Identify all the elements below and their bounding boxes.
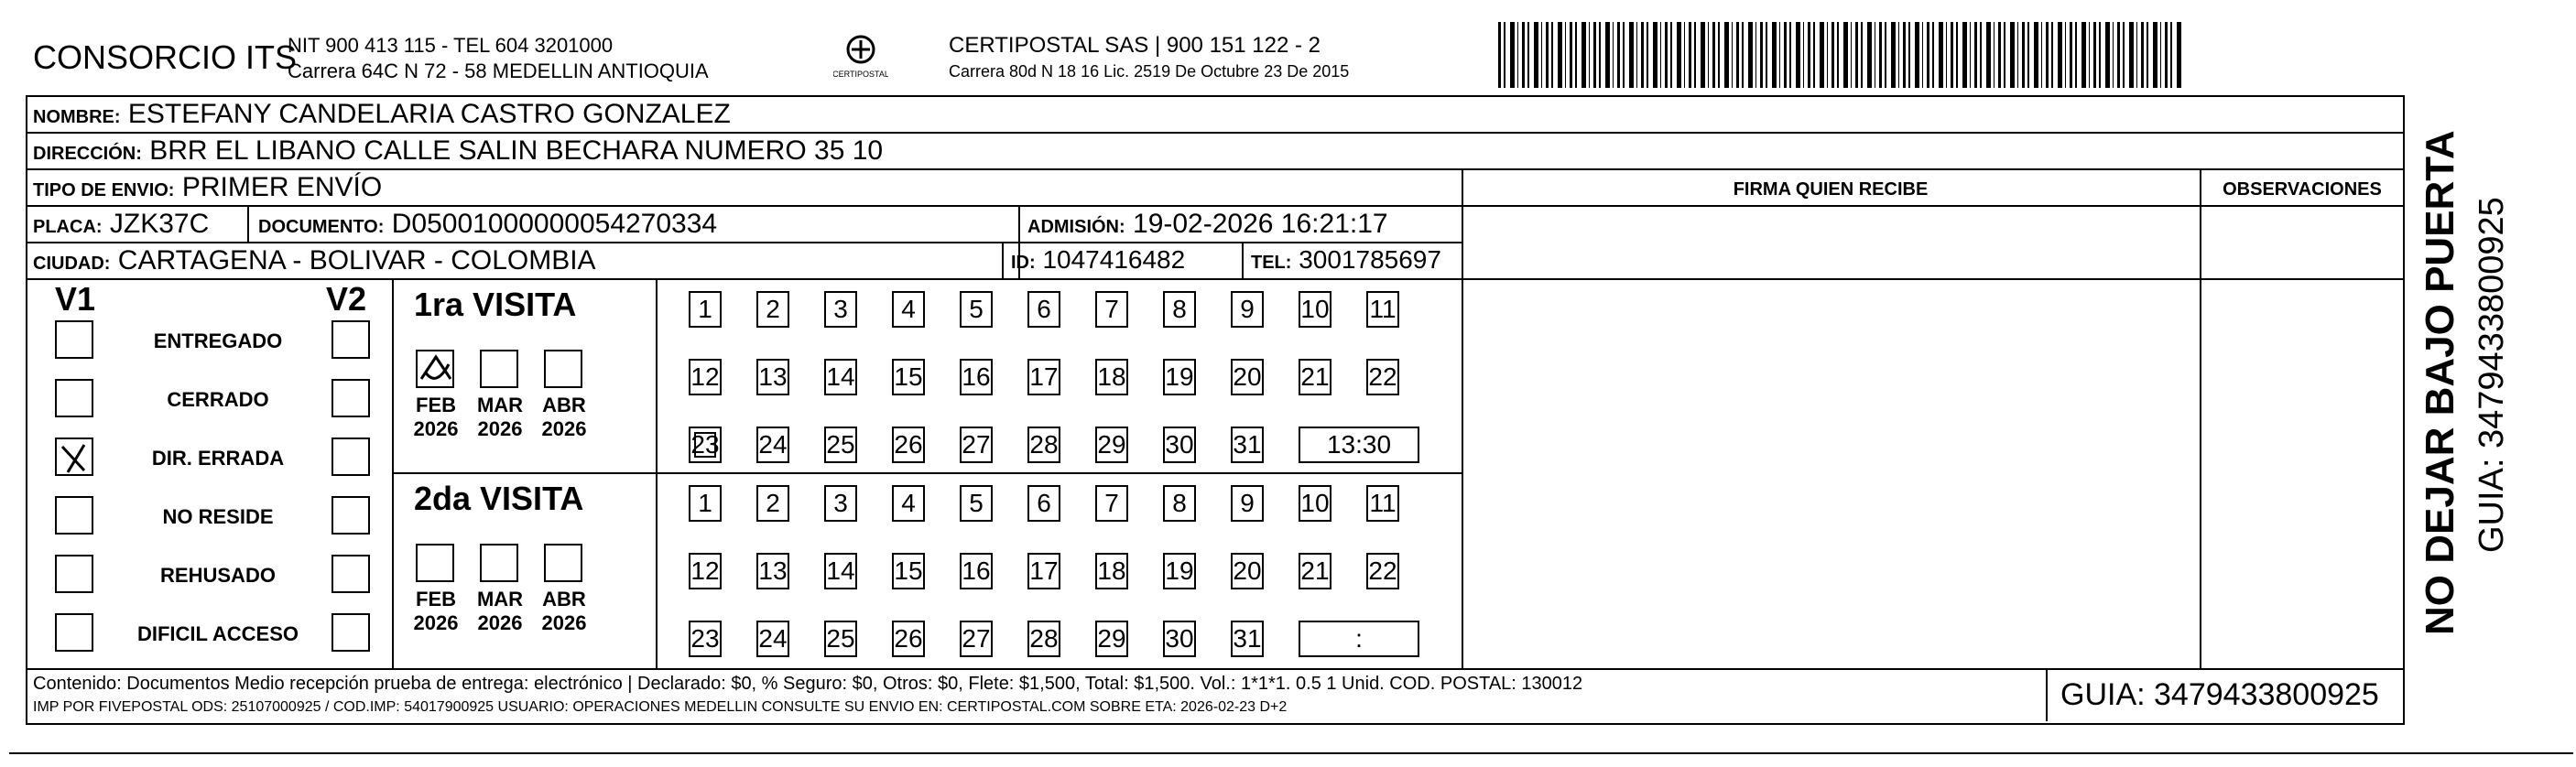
firma-header: FIRMA QUIEN RECIBE xyxy=(1733,179,1929,200)
day-box[interactable]: 7 xyxy=(1095,485,1128,522)
month-name: FEB xyxy=(416,588,456,610)
month-label xyxy=(410,394,462,441)
status-option-label: REHUSADO xyxy=(160,564,276,587)
day-box[interactable]: 13 xyxy=(756,553,789,589)
time-box[interactable]: 13:30 xyxy=(1299,427,1419,463)
day-box[interactable]: 13 xyxy=(756,359,789,395)
side-guia: GUIA: 3479433800925 xyxy=(2473,197,2511,553)
carrier-info xyxy=(949,33,1349,84)
day-box[interactable]: 16 xyxy=(960,553,993,589)
recipient-name: ESTEFANY CANDELARIA CASTRO GONZALEZ xyxy=(127,99,731,129)
day-box[interactable]: 27 xyxy=(960,621,993,657)
day-box[interactable]: 11 xyxy=(1366,485,1399,522)
tel-row: TEL: 3001785697 xyxy=(1251,245,1441,274)
day-box[interactable]: 1 xyxy=(689,291,722,328)
day-box[interactable]: 10 xyxy=(1299,291,1331,328)
logo-text: CERTIPOSTAL xyxy=(833,70,888,79)
time-box[interactable]: : xyxy=(1299,621,1419,657)
observaciones-header: OBSERVACIONES xyxy=(2223,179,2382,200)
contenido-text: Contenido: Documentos Medio recepción prueba de entrega: electrónico | Declarado: $0, % Seguro: $0, Otros: $0, Flete: $1,500, Total: $1,500. Vol.: 1*1*1. 0.5 1 Unid. COD. POSTAL: 130012 xyxy=(33,674,1583,694)
day-box[interactable]: 19 xyxy=(1163,359,1196,395)
day-box[interactable]: 24 xyxy=(756,621,789,657)
month-year: 2026 xyxy=(541,611,587,634)
day-box[interactable]: 14 xyxy=(824,359,857,395)
visit-title: 2da VISITA xyxy=(414,480,584,517)
month-name: ABR xyxy=(542,394,586,416)
day-box[interactable]: 6 xyxy=(1027,291,1060,328)
v2-checkbox[interactable] xyxy=(332,320,370,359)
status-option-label: CERRADO xyxy=(167,388,269,411)
status-option-label: NO RESIDE xyxy=(162,505,274,528)
month-checkbox[interactable] xyxy=(416,544,454,582)
no-dejar-warning: NO DEJAR BAJO PUERTA xyxy=(2418,130,2462,635)
day-box[interactable]: 25 xyxy=(824,621,857,657)
day-box[interactable]: 18 xyxy=(1095,553,1128,589)
month-label xyxy=(474,588,526,635)
v1-checkbox[interactable] xyxy=(55,496,93,535)
v1-checkbox[interactable] xyxy=(55,320,93,359)
carrier-name: CERTIPOSTAL SAS | 900 151 122 - 2 xyxy=(949,33,1321,58)
day-box[interactable]: 30 xyxy=(1163,427,1196,463)
day-box[interactable]: 11 xyxy=(1366,291,1399,328)
day-box[interactable]: 5 xyxy=(960,291,993,328)
day-box[interactable]: 23 xyxy=(689,427,722,463)
document-number: D05001000000054270334 xyxy=(391,209,718,239)
day-box[interactable]: 25 xyxy=(824,427,857,463)
month-year: 2026 xyxy=(541,417,587,440)
month-checkbox[interactable] xyxy=(544,544,582,582)
v1-checkbox[interactable] xyxy=(55,379,93,417)
day-box[interactable]: 28 xyxy=(1027,621,1060,657)
check-mark-icon xyxy=(57,439,93,476)
day-box[interactable]: 30 xyxy=(1163,621,1196,657)
v1-label: V1 xyxy=(55,280,96,318)
visit-title: 1ra VISITA xyxy=(414,286,577,323)
carrier-address: Carrera 80d N 18 16 Lic. 2519 De Octubre 23 De 2015 xyxy=(949,62,1350,81)
phone: 3001785697 xyxy=(1299,245,1441,274)
day-box[interactable]: 8 xyxy=(1163,485,1196,522)
month-year: 2026 xyxy=(413,417,459,440)
direccion-row: DIRECCIÓN: BRR EL LIBANO CALLE SALIN BECHARA NUMERO 35 10 xyxy=(33,135,884,166)
day-box[interactable]: 26 xyxy=(892,621,925,657)
v1-checkbox[interactable] xyxy=(55,438,93,476)
day-box[interactable]: 4 xyxy=(892,485,925,522)
v2-checkbox[interactable] xyxy=(332,438,370,476)
footer-guia: GUIA: 3479433800925 xyxy=(2060,677,2379,712)
barcode xyxy=(1498,22,2183,88)
day-box[interactable]: 31 xyxy=(1231,621,1264,657)
day-box[interactable]: 1 xyxy=(689,485,722,522)
month-name: FEB xyxy=(416,394,456,416)
day-box[interactable]: 18 xyxy=(1095,359,1128,395)
day-box[interactable]: 31 xyxy=(1231,427,1264,463)
day-box[interactable]: 15 xyxy=(892,553,925,589)
month-name: MAR xyxy=(476,588,524,610)
day-box[interactable]: 9 xyxy=(1231,291,1264,328)
admission-date: 19-02-2026 16:21:17 xyxy=(1133,209,1388,239)
month-checkbox[interactable] xyxy=(480,544,518,582)
company-address: Carrera 64C N 72 - 58 MEDELLIN ANTIOQUIA xyxy=(288,59,709,82)
day-box[interactable]: 14 xyxy=(824,553,857,589)
month-label xyxy=(474,394,526,441)
day-box[interactable]: 22 xyxy=(1366,359,1399,395)
day-box[interactable]: 2 xyxy=(756,291,789,328)
month-checkbox[interactable] xyxy=(480,350,518,388)
plate: JZK37C xyxy=(109,209,210,239)
month-label xyxy=(538,394,590,441)
day-box[interactable]: 19 xyxy=(1163,553,1196,589)
day-box[interactable]: 3 xyxy=(824,291,857,328)
month-checkbox[interactable] xyxy=(416,350,454,388)
v1-checkbox[interactable] xyxy=(55,555,93,593)
company-nit: NIT 900 413 115 - TEL 604 3201000 xyxy=(288,34,614,57)
v1-checkbox[interactable] xyxy=(55,613,93,652)
company-info xyxy=(288,33,709,84)
v2-checkbox[interactable] xyxy=(332,496,370,535)
day-box[interactable]: 7 xyxy=(1095,291,1128,328)
nombre-row: NOMBRE: ESTEFANY CANDELARIA CASTRO GONZALEZ xyxy=(33,99,731,129)
day-box[interactable]: 15 xyxy=(892,359,925,395)
day-box[interactable]: 2 xyxy=(756,485,789,522)
day-box[interactable]: 12 xyxy=(689,553,722,589)
documento-row: DOCUMENTO: D05001000000054270334 xyxy=(258,209,718,239)
day-box[interactable]: 21 xyxy=(1299,359,1331,395)
imp-text: IMP POR FIVEPOSTAL ODS: 25107000925 / COD.IMP: 54017900925 USUARIO: OPERACIONES MEDELLIN CONSULTE SU ENVIO EN: CERTIPOSTAL.COM SOBRE ETA: 2026-02-23 D+2 xyxy=(33,699,1288,715)
id-number: 1047416482 xyxy=(1042,245,1186,274)
status-option-label: DIR. ERRADA xyxy=(151,447,285,470)
month-label xyxy=(538,588,590,635)
scribble-mark-icon xyxy=(418,351,454,388)
month-name: ABR xyxy=(542,588,586,610)
day-box[interactable]: 21 xyxy=(1299,553,1331,589)
day-box[interactable]: 5 xyxy=(960,485,993,522)
day-box[interactable]: 16 xyxy=(960,359,993,395)
day-box[interactable]: 10 xyxy=(1299,485,1331,522)
admision-row: ADMISIÓN: 19-02-2026 16:21:17 xyxy=(1027,209,1388,239)
company-name: CONSORCIO ITS xyxy=(33,38,298,76)
day-box[interactable]: 28 xyxy=(1027,427,1060,463)
v2-label: V2 xyxy=(326,280,367,318)
v2-checkbox[interactable] xyxy=(332,555,370,593)
day-box[interactable]: 12 xyxy=(689,359,722,395)
city: CARTAGENA - BOLIVAR - COLOMBIA xyxy=(117,245,596,275)
placa-row: PLACA: JZK37C xyxy=(33,209,210,239)
month-checkbox[interactable] xyxy=(544,350,582,388)
tipo-envio-row: TIPO DE ENVIO: PRIMER ENVÍO xyxy=(33,172,383,202)
day-box[interactable]: 20 xyxy=(1231,553,1264,589)
day-box[interactable]: 26 xyxy=(892,427,925,463)
day-box[interactable]: 3 xyxy=(824,485,857,522)
day-box[interactable]: 6 xyxy=(1027,485,1060,522)
month-year: 2026 xyxy=(477,611,523,634)
day-box[interactable]: 22 xyxy=(1366,553,1399,589)
month-year: 2026 xyxy=(477,417,523,440)
day-box[interactable]: 29 xyxy=(1095,621,1128,657)
day-box[interactable]: 9 xyxy=(1231,485,1264,522)
day-box[interactable]: 23 xyxy=(689,621,722,657)
day-box[interactable]: 24 xyxy=(756,427,789,463)
day-box[interactable]: 17 xyxy=(1027,359,1060,395)
day-box[interactable]: 4 xyxy=(892,291,925,328)
status-option-label: DIFICIL ACCESO xyxy=(136,622,299,645)
day-box[interactable]: 17 xyxy=(1027,553,1060,589)
day-box[interactable]: 29 xyxy=(1095,427,1128,463)
shipment-type: PRIMER ENVÍO xyxy=(181,172,383,202)
status-option-label: ENTREGADO xyxy=(153,329,283,352)
day-box[interactable]: 20 xyxy=(1231,359,1264,395)
ciudad-row: CIUDAD: CARTAGENA - BOLIVAR - COLOMBIA xyxy=(33,245,596,275)
month-name: MAR xyxy=(476,394,524,416)
month-year: 2026 xyxy=(413,611,459,634)
month-label xyxy=(410,588,462,635)
id-row: ID: 1047416482 xyxy=(1011,245,1186,274)
recipient-address: BRR EL LIBANO CALLE SALIN BECHARA NUMERO 35 10 xyxy=(149,135,884,166)
certipostal-logo-icon xyxy=(833,31,888,86)
day-box[interactable]: 27 xyxy=(960,427,993,463)
day-box[interactable]: 8 xyxy=(1163,291,1196,328)
v2-checkbox[interactable] xyxy=(332,613,370,652)
v2-checkbox[interactable] xyxy=(332,379,370,417)
